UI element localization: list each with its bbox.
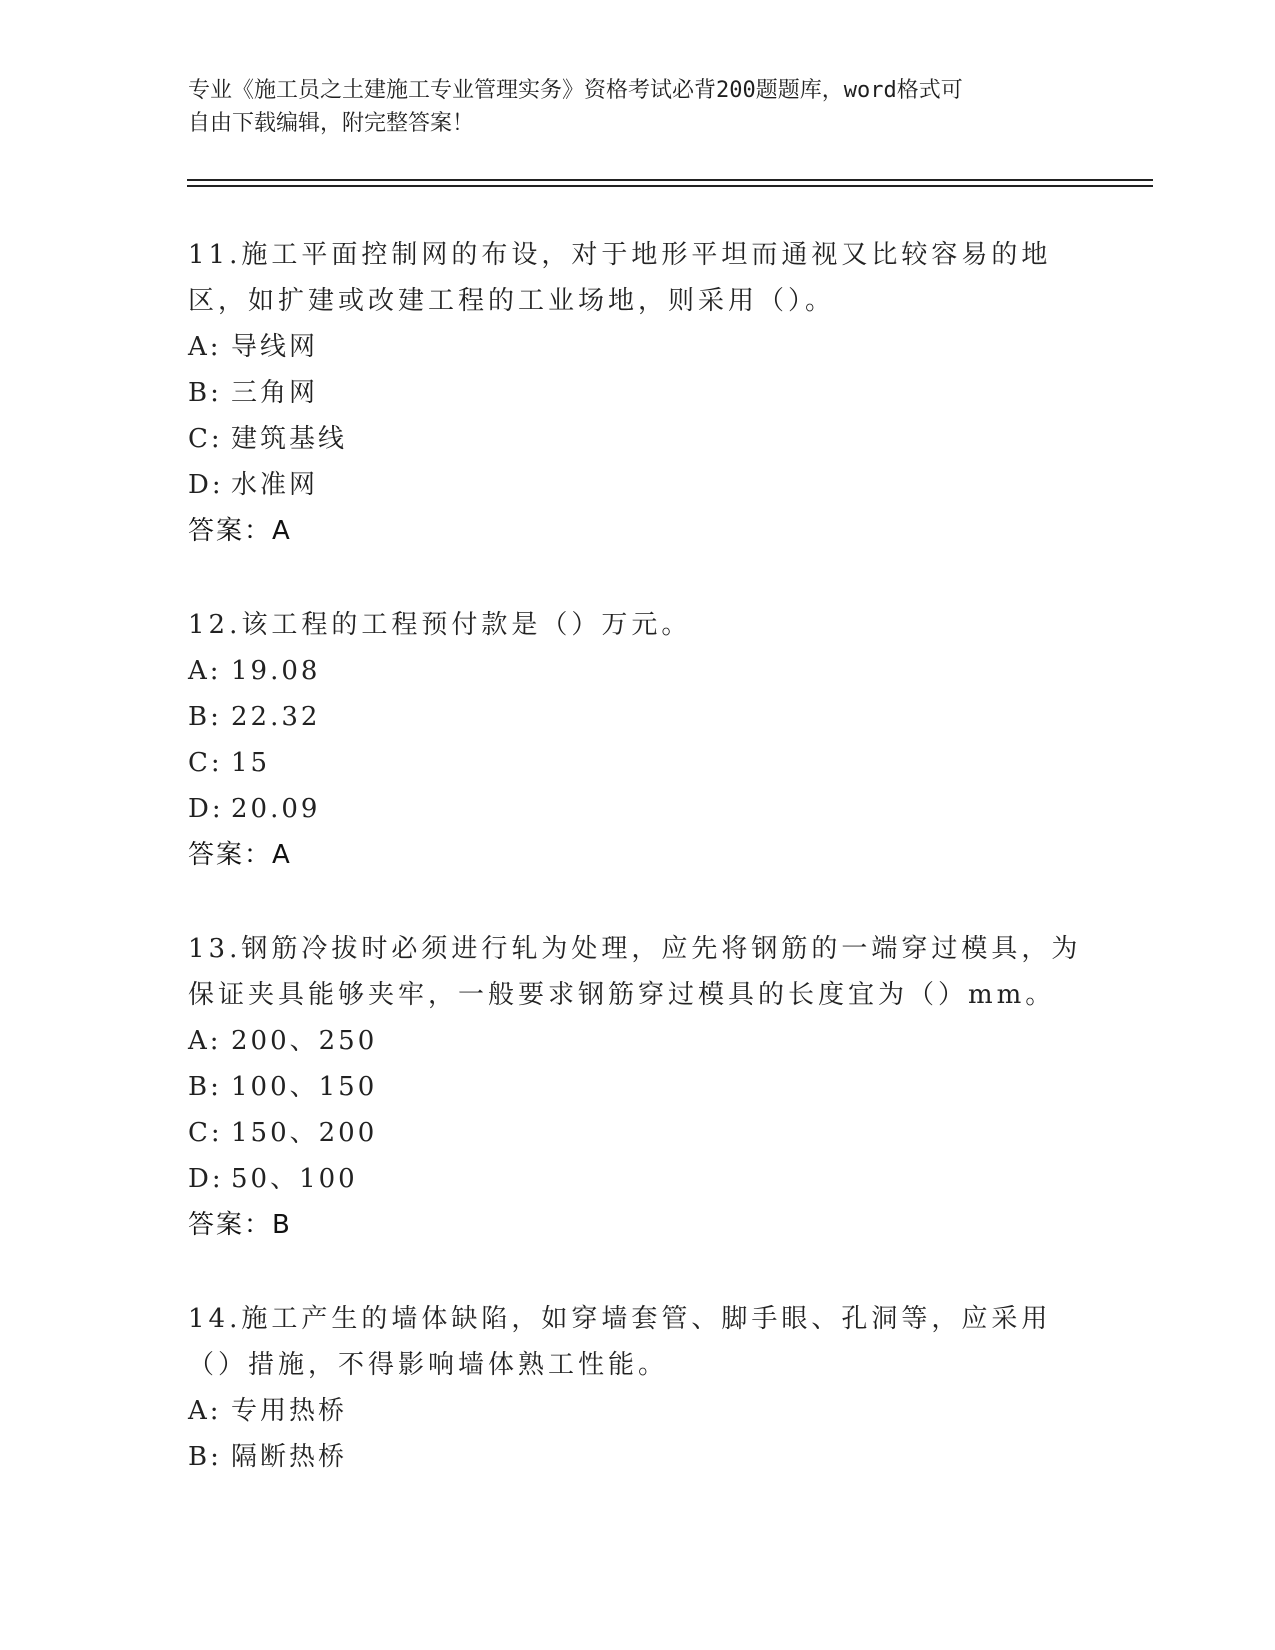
- option-letter: B:: [188, 1442, 222, 1472]
- option-text: 200、250: [231, 1026, 378, 1056]
- question-text: 12.该工程的工程预付款是（）万元。: [188, 610, 692, 640]
- option-d: [188, 786, 1088, 832]
- header-rule-bottom: [187, 185, 1153, 187]
- question-11: [188, 232, 1088, 554]
- option-letter: D:: [188, 1164, 224, 1194]
- answer-line: 答案：A: [188, 516, 292, 546]
- option-letter: A:: [188, 1026, 222, 1056]
- option-text: 50、100: [231, 1164, 358, 1194]
- option-text: 专用热桥: [231, 1396, 348, 1426]
- option-d: [188, 1156, 1088, 1202]
- option-a: [188, 1018, 1088, 1064]
- answer-line: 答案：B: [188, 1210, 292, 1240]
- option-text: 150、200: [231, 1118, 378, 1148]
- option-letter: A:: [188, 1396, 222, 1426]
- option-text: 三角网: [231, 378, 319, 408]
- option-text: 水准网: [231, 470, 319, 500]
- option-letter: C:: [188, 424, 223, 454]
- header-line-1: 专业《施工员之土建施工专业管理实务》资格考试必背200题题库，word格式可: [188, 78, 963, 103]
- option-letter: B:: [188, 702, 222, 732]
- option-letter: B:: [188, 378, 222, 408]
- option-a: [188, 648, 1088, 694]
- option-d: [188, 462, 1088, 508]
- question-14: [188, 1296, 1088, 1480]
- option-text: 100、150: [231, 1072, 378, 1102]
- header-line-2: 自由下载编辑，附完整答案！: [188, 111, 475, 136]
- answer-line: 答案：A: [188, 840, 292, 870]
- option-letter: C:: [188, 748, 223, 778]
- question-text: 14.施工产生的墙体缺陷，如穿墙套管、脚手眼、孔洞等，应采用（）措施，不得影响墙体熟工性能。: [188, 1304, 1052, 1380]
- document-header: [188, 74, 1088, 140]
- option-b: [188, 1064, 1088, 1110]
- question-12: [188, 602, 1088, 878]
- question-list: [188, 232, 1088, 1528]
- option-b: [188, 1434, 1088, 1480]
- option-b: [188, 694, 1088, 740]
- option-letter: D:: [188, 470, 224, 500]
- option-text: 建筑基线: [231, 424, 348, 454]
- option-letter: A:: [188, 656, 222, 686]
- option-c: [188, 416, 1088, 462]
- question-text: 13.钢筋冷拔时必须进行轧为处理，应先将钢筋的一端穿过模具，为保证夹具能够夹牢，一般要求钢筋穿过模具的长度宜为（）mm。: [188, 934, 1082, 1010]
- option-text: 19.08: [231, 656, 321, 686]
- option-letter: A:: [188, 332, 222, 362]
- question-text: 11.施工平面控制网的布设，对于地形平坦而通视又比较容易的地区，如扩建或改建工程的工业场地，则采用（）。: [188, 240, 1052, 316]
- option-text: 15: [231, 748, 271, 778]
- option-a: [188, 1388, 1088, 1434]
- option-text: 导线网: [231, 332, 319, 362]
- option-text: 22.32: [231, 702, 321, 732]
- option-letter: B:: [188, 1072, 222, 1102]
- option-letter: C:: [188, 1118, 223, 1148]
- option-b: [188, 370, 1088, 416]
- option-letter: D:: [188, 794, 224, 824]
- option-text: 20.09: [231, 794, 321, 824]
- option-a: [188, 324, 1088, 370]
- option-c: [188, 740, 1088, 786]
- option-c: [188, 1110, 1088, 1156]
- question-13: [188, 926, 1088, 1248]
- header-rule-top: [187, 179, 1153, 181]
- option-text: 隔断热桥: [231, 1442, 348, 1472]
